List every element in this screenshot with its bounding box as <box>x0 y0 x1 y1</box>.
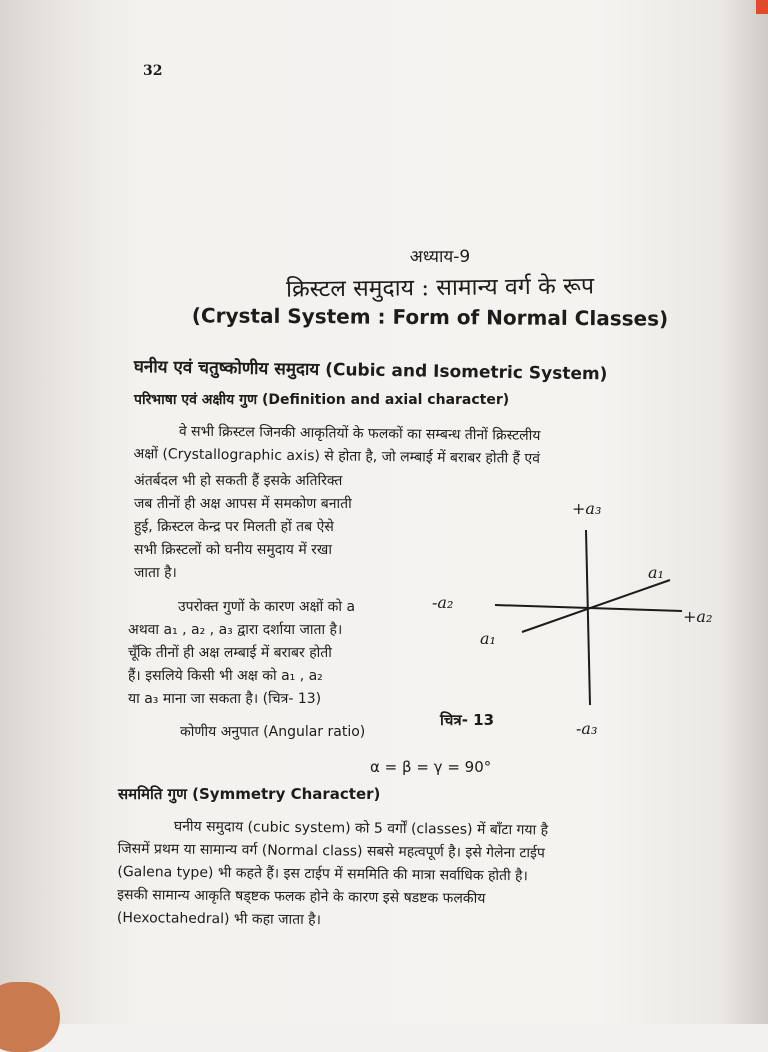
text-line: सभी क्रिस्टलों को घनीय समुदाय में रखा <box>134 542 332 558</box>
symmetry-heading: सममिति गुण (Symmetry Character) <box>118 785 381 803</box>
label-minus-a3: -a₃ <box>576 719 598 738</box>
text-line: जिसमें प्रथम या सामान्य वर्ग (Normal class) सबसे महत्वपूर्ण है। इसे गेलेना टाईप <box>117 840 545 862</box>
label-minus-a2: -a₂ <box>432 593 454 612</box>
paragraph-symmetry <box>117 815 548 934</box>
angular-ratio-heading: कोणीय अनुपात (Angular ratio) <box>180 724 366 740</box>
chapter-label: अध्याय-9 <box>409 247 471 267</box>
text-line: हैं। इसलिये किसी भी अक्ष को a₁ , a₂ <box>128 668 323 684</box>
crystal-axes-diagram <box>430 490 730 740</box>
text-line: इसकी सामान्य आकृति षड्ष्टक फलक होने के कारण इसे षडष्टक फलकीय <box>117 886 486 907</box>
text-line: जब तीनों ही अक्ष आपस में समकोण बनाती <box>134 496 352 512</box>
text-line: (Galena type) भी कहते हैं। इस टाईप में सममिति की मात्रा सर्वाधिक होती है। <box>117 863 528 885</box>
text-line: अंतर्बदल भी हो सकती हैं इसके अतिरिक्त <box>134 473 343 489</box>
text-line: हुई, क्रिस्टल केन्द्र पर मिलती हों तब ऐसे <box>134 519 334 535</box>
text-line: उपरोक्त गुणों के कारण अक्षों को a <box>178 599 356 615</box>
axis-a3-line <box>586 530 590 705</box>
subsection-heading: परिभाषा एवं अक्षीय गुण (Definition and axial character) <box>134 392 510 408</box>
page-number: 32 <box>143 63 163 79</box>
text-line: घनीय समुदाय (cubic system) को 5 वर्गों (classes) में बाँटा गया है <box>173 818 549 839</box>
section-heading: घनीय एवं चतुष्कोणीय समुदाय (Cubic and Isometric System) <box>133 356 608 385</box>
label-plus-a2: +a₂ <box>683 607 713 626</box>
text-line: या a₃ माना जा सकता है। (चित्र- 13) <box>128 691 322 707</box>
text-line: अथवा a₁ , a₂ , a₃ द्वारा दर्शाया जाता है। <box>128 622 343 638</box>
label-a1-lower: a₁ <box>480 629 496 648</box>
text-line: चूँकि तीनों ही अक्ष लम्बाई में बराबर होती <box>128 645 332 661</box>
title-hindi: क्रिस्टल समुदाय : सामान्य वर्ग के रूप <box>285 273 595 303</box>
figure-caption: चित्र- 13 <box>440 711 495 729</box>
paragraph-axis-notation <box>128 596 355 711</box>
angle-equation: α = β = γ = 90° <box>370 758 492 776</box>
label-plus-a3: +a₃ <box>572 499 602 518</box>
text-line: अक्षों (Crystallographic axis) से होता है, जो लम्बाई में बराबर होती हैं एवं <box>133 445 541 467</box>
paragraph-axes <box>134 470 352 585</box>
corner-artifact <box>756 0 768 14</box>
text-line: वे सभी क्रिस्टल जिनकी आकृतियों के फलकों का सम्बन्ध तीनों क्रिस्टलीय <box>178 423 541 444</box>
paragraph-definition <box>133 420 540 471</box>
text-line: जाता है। <box>134 565 177 581</box>
title-english: (Crystal System : Form of Normal Classes) <box>191 303 669 331</box>
label-a1-upper: a₁ <box>648 563 664 582</box>
text-line: (Hexoctahedral) भी कहा जाता है। <box>116 909 322 929</box>
